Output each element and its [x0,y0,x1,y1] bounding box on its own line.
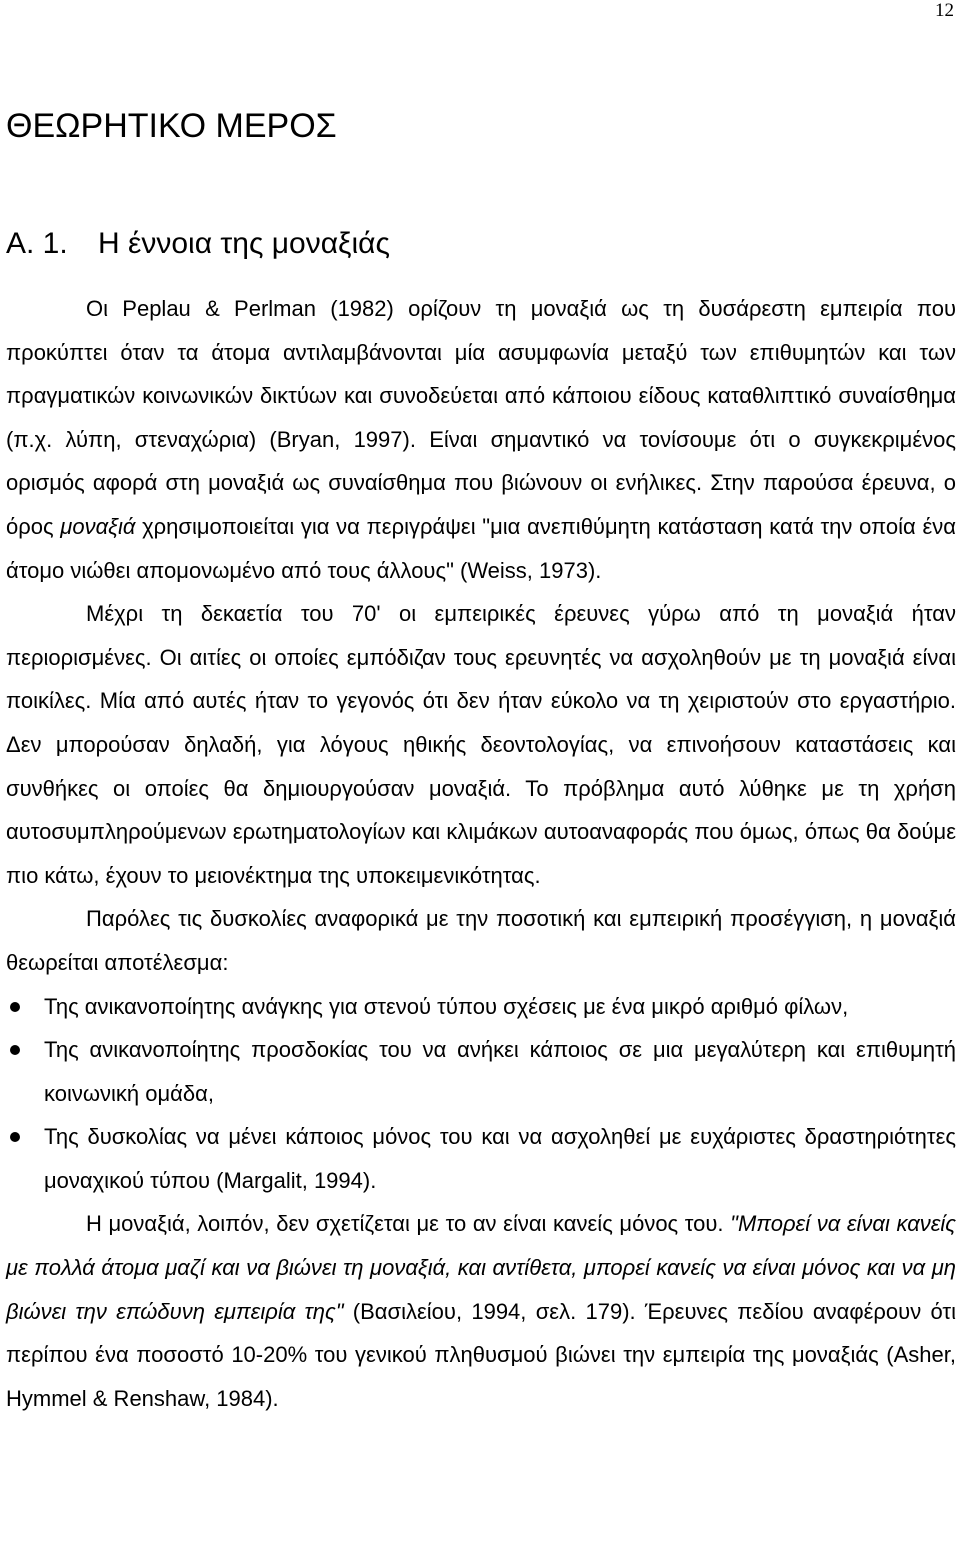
subsection-title [6,224,390,264]
subsection-title-text: Η έννοια της μοναξιάς [98,227,390,260]
paragraph-definition [6,287,956,592]
list-item [44,1028,956,1115]
section-title: ΘΕΩΡΗΤΙΚΟ ΜΕΡΟΣ [6,107,337,145]
page-number: 12 [935,0,954,21]
paragraph-conclusion-tail: (Βασιλείου, 1994, σελ. 179). Έρευνες πεδίου αναφέρουν ότι περίπου ένα ποσοστό 10-20% του γενικού πληθυσμού βιώνει την εμπειρία της μοναξιάς (Asher, Hymmel & Renshaw, 1984). [6,1298,956,1411]
term-emphasis: μοναξιά [60,513,136,539]
bullet-icon [10,1002,20,1012]
list-item [44,985,956,1029]
paragraph-conclusion-text: Η μοναξιά, λοιπόν, δεν σχετίζεται με το αν είναι κανείς μόνος του. [86,1211,731,1237]
causes-list [6,985,956,1203]
paragraph-definition-tail: χρησιμοποιείται για να περιγράψει "μια ανεπιθύμητη κατάσταση κατά την οποία ένα άτομο νιώθει απομονωμένο από τους άλλους" (Weiss, 1973). [6,513,956,583]
quote-emphasis: "Μπορεί να είναι κανείς με πολλά άτομα μαζί και να βιώνει τη μοναξιά, και αντίθετα, μπορεί κανείς να είναι μόνος και να μη βιώνει την επώδυνη εμπειρία της" [6,1211,956,1324]
list-item [44,1115,956,1202]
paragraph-definition-text: Οι Peplau & Perlman (1982) ορίζουν τη μοναξιά ως τη δυσάρεστη εμπειρία που προκύπτει όταν τα άτομα αντιλαμβάνονται μία ασυμφωνία μεταξύ των επιθυμητών και των πραγματικών κοινωνικών δικτύων και συνοδεύεται από κάποιου είδους καταθλιπτικό συναίσθημα (π.χ. λύπη, στεναχώρια) (Bryan, 1997). Είναι σημαντικό να τονίσουμε ότι ο συγκεκριμένος ορισμός αφορά στη μοναξιά ως συναίσθημα που βιώνουν οι ενήλικες. Στην παρούσα έρευνα, ο όρος [6,296,956,539]
list-item-text: Της δυσκολίας να μένει κάποιος μόνος του και να ασχοληθεί με ευχάριστες δραστηριότητες μοναχικού τύπου (Margalit, 1994). [44,1124,956,1193]
bullet-icon [10,1045,20,1055]
body-text [6,287,956,1420]
list-item-text: Της ανικανοποίητης προσδοκίας του να ανήκει κάποιος σε μια μεγαλύτερη και επιθυμητή κοινωνική ομάδα, [44,1037,956,1106]
list-item-text: Της ανικανοποίητης ανάγκης για στενού τύπου σχέσεις με ένα μικρό αριθμό φίλων, [44,993,849,1019]
bullet-icon [10,1132,20,1142]
paragraph-conclusion [6,1202,956,1420]
subsection-number: Α. 1. [6,227,68,260]
paragraph-causes-intro: Παρόλες τις δυσκολίες αναφορικά με την ποσοτική και εμπειρική προσέγγιση, η μοναξιά θεωρείται αποτέλεσμα: [6,906,956,975]
paragraph-history: Μέχρι τη δεκαετία του 70' οι εμπειρικές έρευνες γύρω από τη μοναξιά ήταν περιορισμένες. Οι αιτίες οι οποίες εμπόδιζαν τους ερευνητές να ασχοληθούν με τη μοναξιά είναι ποικίλες. Μία από αυτές ήταν το γεγονός ότι δεν ήταν εύκολο να τη χειριστούν στο εργαστήριο. Δεν μπορούσαν δηλαδή, για λόγους ηθικής δεοντολογίας, να επινοήσουν καταστάσεις και συνθήκες οι οποίες θα δημιουργούσαν μοναξιά. Το πρόβλημα αυτό λύθηκε με τη χρήση αυτοσυμπληρούμενων ερωτηματολογίων και κλιμάκων αυτοαναφοράς που όμως, όπως θα δούμε πιο κάτω, έχουν το μειονέκτημα της υποκειμενικότητας. [6,601,956,888]
